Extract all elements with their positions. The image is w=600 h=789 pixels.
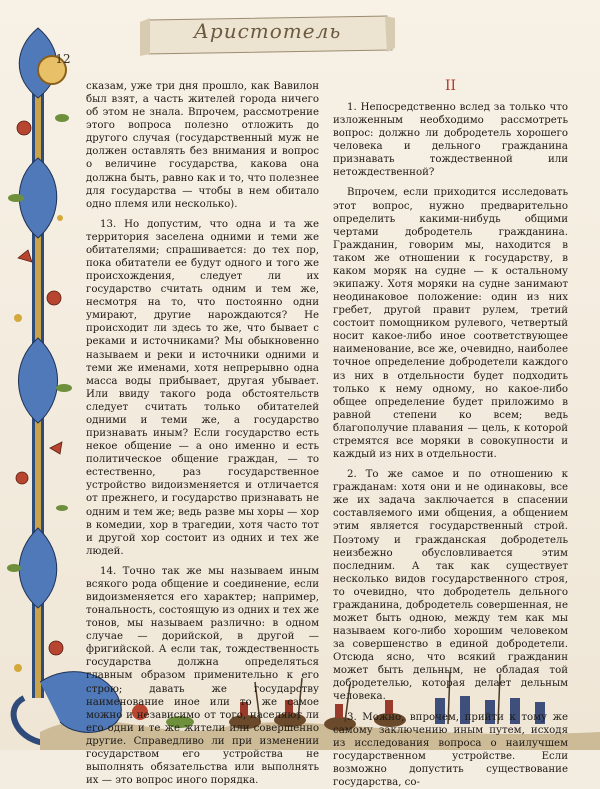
section-heading: II: [444, 78, 457, 94]
running-header-title: Аристотель: [193, 19, 342, 43]
page-number: 12: [55, 52, 71, 66]
text-column-left: [86, 80, 319, 787]
paragraph: 13. Но допустим, что одна и та же территория заселена одними и теми же обитателями; спрашивается: до тех пор, пока обитатели ее будут одного и того же происхождения, следует ли их государство считать одним и тем же, несмотря на то, что постоянно одни умирают, другие нарождаются? Не происходит ли здесь то же, что бывает с реками и источниками? Мы обыкновенно называем и реки и источники одними и теми же именами, хотя непрерывно одна масса воды прибывает, другая убывает. Или ввиду такого рода обстоятельств следует считать только обитателей одними и теми же, а государство признавать иным? Если государство есть некое общение — а оно именно и есть политическое общение граждан, — то естественно, раз государственное устройство видоизменяется и отличается от прежнего, и государство признавать не одним и тем же; ведь разве мы хоры — хор в комедии, хор в трагедии, хотя часто тот и другой хор состоит из одних и тех же людей.: [86, 218, 319, 557]
paragraph: 2. То же самое и по отношению к гражданам: хотя они и не одинаковы, все же их задача заключается в спасении составляемого ими общения, а общением этим является государственный строй. Поэтому и гражданская добродетель неизбежно обусловливается этим последним. А так как существует несколько видов государственного строя, то очевидно, что добродетель дельного гражданина, добродетель совершенная, не может быть одною, между тем как мы называем кого-либо хорошим человеком за совершенство в единой добродетели. Отсюда ясно, что всякий гражданин может быть дельным, не обладая той добродетелью, которая делает дельным человека.: [333, 469, 568, 703]
paragraph: сказам, уже три дня прошло, как Вавилон был взят, а часть жителей города ничего об этом не знала. Впрочем, рассмотрение этого вопроса полезно отложить до другого случая (государственный муж не должен оставлять без внимания и вопрос о величине государства, какова она должна быть, равно как и то, что полезнее для государства — чтобы в нем обитало одно племя или несколько).: [86, 81, 319, 210]
ornamental-border-left: [4, 8, 76, 748]
paragraph: 3. Можно, впрочем, прийти к тому же самому заключению иным путем, исходя из исследования вопроса о наилучшем государственном устройстве. Если возможно допустить существование государства, со-: [333, 711, 568, 788]
paragraph: 1. Непосредственно вслед за только что изложенным необходимо рассмотреть вопрос: должно ли добродетель хорошего человека и дельного гражданина признавать тождественной или нетождественной?: [333, 102, 568, 179]
paragraph: Впрочем, если приходится исследовать этот вопрос, нужно предварительно определить какими-нибудь общими чертами добродетель гражданина. Гражданин, говорим мы, находится в таком же отношении к государству, в каком моряк на судне — к остальному экипажу. Хотя моряки на судне занимают неодинаковое положение: один из них гребет, другой правит рулем, третий состоит помощником рулевого, четвертый носит какое-либо иное соответствующее наименование, все же, очевидно, наиболее точное определение добродетели каждого из них в отдельности будет подходить только к нему одному, но какое-либо общее определение будет приложимо в равной степени ко всем; ведь благополучие плавания — цель, к которой стремятся все моряки в совокупности и каждый из них в отдельности.: [333, 187, 568, 461]
text-column-right: [333, 101, 568, 789]
paragraph: 14. Точно так же мы называем иным всякого рода общение и соединение, если видоизменяется его характер; например, тональность, состоящую из одних и тех же тонов, мы называем различно: в одном случае — дорийской, в другой — фригийской. А если так, тождественность государства должна определяться главным образом применительно к его строю; давать же государству наименование иное или то же самое можно и независимо от того, населяют ли его одни и те же жители или совершенно другие. Справедливо ли при изменении государством его устройства не выполнять обязательства или выполнять их — это вопрос иного порядка.: [86, 565, 319, 787]
